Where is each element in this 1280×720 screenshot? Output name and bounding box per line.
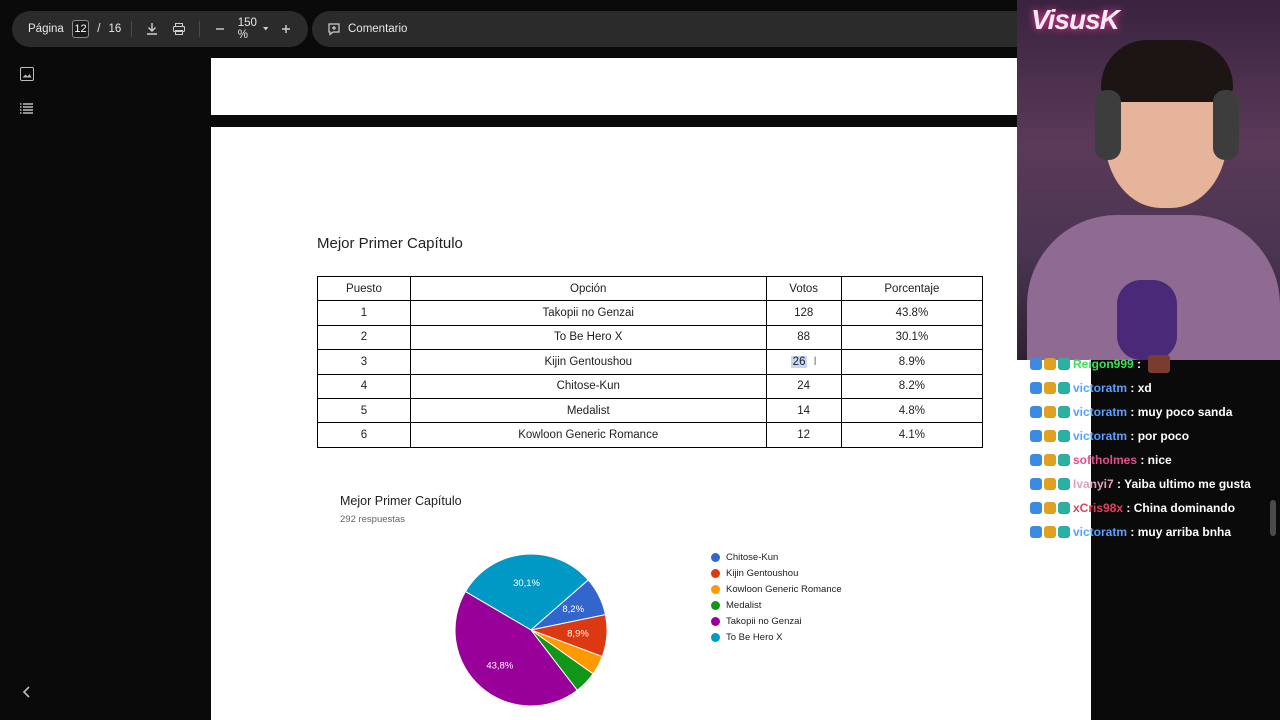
- chat-badges: [1030, 502, 1070, 514]
- chat-text: : por poco: [1127, 429, 1190, 443]
- badge-icon: [1030, 406, 1042, 418]
- cell-votos: 24: [766, 374, 841, 398]
- pdf-page-previous: [211, 58, 1017, 115]
- chat-username[interactable]: softholmes: [1073, 453, 1138, 467]
- badge-icon: [1030, 526, 1042, 538]
- badge-icon: [1030, 382, 1042, 394]
- cell-porcentaje: 43.8%: [841, 301, 982, 325]
- chat-text: : muy poco sanda: [1127, 405, 1233, 419]
- cell-votos: 12: [766, 423, 841, 447]
- legend-swatch: [711, 601, 720, 610]
- chat-message: [1030, 520, 1280, 544]
- legend-label: Chitose-Kun: [726, 551, 779, 563]
- chat-message: [1030, 352, 1280, 376]
- chat-message: [1030, 496, 1280, 520]
- badge-icon: [1058, 502, 1070, 514]
- collapse-panel-icon[interactable]: [19, 684, 35, 700]
- badge-icon: [1044, 430, 1056, 442]
- cell-porcentaje: 4.1%: [841, 423, 982, 447]
- legend-swatch: [711, 569, 720, 578]
- comment-icon[interactable]: [320, 15, 348, 43]
- badge-icon: [1044, 502, 1056, 514]
- badge-icon: [1044, 526, 1056, 538]
- chat-message: [1030, 376, 1280, 400]
- chat-scrollbar[interactable]: [1270, 500, 1276, 536]
- legend-item[interactable]: [711, 581, 842, 597]
- chat-username[interactable]: Ivanyi7: [1073, 477, 1114, 491]
- table-row: [318, 398, 983, 422]
- legend-label: Medalist: [726, 599, 762, 611]
- emote-icon: [1148, 355, 1170, 373]
- chart-subtitle: 292 respuestas: [340, 514, 405, 525]
- badge-icon: [1058, 454, 1070, 466]
- table-row: [318, 301, 983, 325]
- pie-slice-label: 43,8%: [486, 660, 514, 672]
- chat-message: [1030, 472, 1280, 496]
- cell-puesto: 5: [318, 398, 411, 422]
- badge-icon: [1058, 358, 1070, 370]
- chat-text: : xd: [1127, 381, 1152, 395]
- pie-slice-label: 8,9%: [567, 628, 589, 640]
- zoom-value: 150 %: [237, 17, 257, 41]
- badge-icon: [1044, 382, 1056, 394]
- legend-item[interactable]: [711, 629, 842, 645]
- headphone-right: [1213, 90, 1239, 160]
- badge-icon: [1030, 502, 1042, 514]
- table-row: [318, 423, 983, 447]
- cell-puesto: 3: [318, 350, 411, 374]
- badge-icon: [1058, 406, 1070, 418]
- chat-text: : muy arriba bnha: [1127, 525, 1232, 539]
- badge-icon: [1030, 478, 1042, 490]
- legend-item[interactable]: [711, 613, 842, 629]
- page-total: 16: [108, 23, 122, 35]
- legend-swatch: [711, 553, 720, 562]
- cell-puesto: 2: [318, 325, 411, 349]
- page-separator: /: [97, 23, 101, 35]
- divider: [131, 21, 132, 37]
- toolbar-left-group: [12, 11, 308, 47]
- text-cursor-icon: I: [813, 355, 817, 368]
- stream-chat: [1030, 352, 1280, 544]
- badge-icon: [1044, 358, 1056, 370]
- cell-votos: 88: [766, 325, 841, 349]
- badge-icon: [1058, 526, 1070, 538]
- chat-username[interactable]: victoratm: [1073, 429, 1128, 443]
- webcam-overlay: [1017, 0, 1280, 360]
- cell-opcion: Kijin Gentoushou: [410, 350, 766, 374]
- download-icon[interactable]: [142, 15, 162, 43]
- thumbnails-icon[interactable]: [19, 66, 35, 82]
- cell-opcion: Chitose-Kun: [410, 374, 766, 398]
- chat-text: : China dominando: [1123, 501, 1236, 515]
- chat-message: [1030, 448, 1280, 472]
- badge-icon: [1044, 478, 1056, 490]
- zoom-select[interactable]: [238, 17, 269, 41]
- col-header-puesto: Puesto: [318, 277, 411, 301]
- badge-icon: [1030, 358, 1042, 370]
- legend-item[interactable]: [711, 549, 842, 565]
- pdf-toolbar: [12, 11, 408, 47]
- chart-legend: [711, 549, 842, 645]
- col-header-opcion: Opción: [410, 277, 766, 301]
- pie-slice-label: 30,1%: [513, 578, 541, 590]
- chevron-down-icon: [263, 26, 268, 32]
- selected-text[interactable]: 26: [792, 355, 806, 368]
- cell-votos: 14: [766, 398, 841, 422]
- cell-porcentaje: 8.2%: [841, 374, 982, 398]
- table-row: [318, 325, 983, 349]
- cell-porcentaje: 4.8%: [841, 398, 982, 422]
- side-rail: [0, 58, 54, 720]
- cell-votos[interactable]: [766, 350, 841, 374]
- cell-porcentaje: 8.9%: [841, 350, 982, 374]
- chat-text: : Yaiba ultimo me gusta: [1113, 477, 1251, 491]
- chart-title: Mejor Primer Capítulo: [340, 494, 462, 508]
- cell-opcion: Takopii no Genzai: [410, 301, 766, 325]
- toolbar-right-group: [312, 11, 1028, 47]
- pie-slice-label: 8,2%: [562, 604, 585, 616]
- table-header-row: [318, 277, 983, 301]
- chat-username[interactable]: Reigon999: [1073, 357, 1134, 371]
- cell-puesto: 4: [318, 374, 411, 398]
- chat-badges: [1030, 406, 1070, 418]
- col-header-porcentaje: Porcentaje: [841, 277, 982, 301]
- table-row: [318, 374, 983, 398]
- chat-badges: [1030, 478, 1070, 490]
- legend-item[interactable]: [711, 565, 842, 581]
- chat-username[interactable]: victoratm: [1073, 405, 1128, 419]
- chat-username[interactable]: victoratm: [1073, 525, 1128, 539]
- cell-opcion: Kowloon Generic Romance: [410, 423, 766, 447]
- legend-swatch: [711, 585, 720, 594]
- legend-label: To Be Hero X: [726, 631, 783, 643]
- outline-icon[interactable]: [19, 101, 35, 117]
- chat-message: [1030, 424, 1280, 448]
- divider: [199, 21, 200, 37]
- page-label: Página: [28, 23, 64, 35]
- table-row: [318, 350, 983, 374]
- streamer-hair: [1101, 40, 1233, 102]
- chat-badges: [1030, 358, 1070, 370]
- microphone: [1117, 280, 1177, 360]
- chat-username[interactable]: xCris98x: [1073, 501, 1124, 515]
- cell-opcion: To Be Hero X: [410, 325, 766, 349]
- legend-label: Kijin Gentoushou: [726, 567, 799, 579]
- zoom-in-icon[interactable]: [276, 15, 296, 43]
- col-header-votos: Votos: [766, 277, 841, 301]
- comment-button[interactable]: Comentario: [348, 23, 408, 35]
- chat-username[interactable]: victoratm: [1073, 381, 1128, 395]
- chat-badges: [1030, 526, 1070, 538]
- chat-message: [1030, 400, 1280, 424]
- cell-opcion: Medalist: [410, 398, 766, 422]
- cell-porcentaje: 30.1%: [841, 325, 982, 349]
- badge-icon: [1058, 382, 1070, 394]
- cell-puesto: 1: [318, 301, 411, 325]
- badge-icon: [1058, 430, 1070, 442]
- page-number-input[interactable]: 12: [72, 20, 89, 38]
- headphone-left: [1095, 90, 1121, 160]
- cell-votos: 128: [766, 301, 841, 325]
- badge-icon: [1044, 454, 1056, 466]
- legend-item[interactable]: [711, 597, 842, 613]
- cell-puesto: 6: [318, 423, 411, 447]
- stream-logo: VisusK: [1031, 4, 1119, 35]
- pie-chart: [441, 545, 621, 715]
- badge-icon: [1030, 430, 1042, 442]
- legend-label: Kowloon Generic Romance: [726, 583, 842, 595]
- zoom-out-icon[interactable]: [210, 15, 230, 43]
- legend-swatch: [711, 617, 720, 626]
- chat-text: : nice: [1137, 453, 1172, 467]
- badge-icon: [1030, 454, 1042, 466]
- chat-text: :: [1133, 357, 1145, 371]
- badge-icon: [1058, 478, 1070, 490]
- print-icon[interactable]: [170, 15, 190, 43]
- chat-badges: [1030, 430, 1070, 442]
- chat-badges: [1030, 382, 1070, 394]
- results-table: [317, 276, 983, 448]
- page-title: Mejor Primer Capítulo: [317, 235, 463, 252]
- chat-badges: [1030, 454, 1070, 466]
- badge-icon: [1044, 406, 1056, 418]
- legend-label: Takopii no Genzai: [726, 615, 802, 627]
- legend-swatch: [711, 633, 720, 642]
- pdf-page: [211, 127, 1091, 720]
